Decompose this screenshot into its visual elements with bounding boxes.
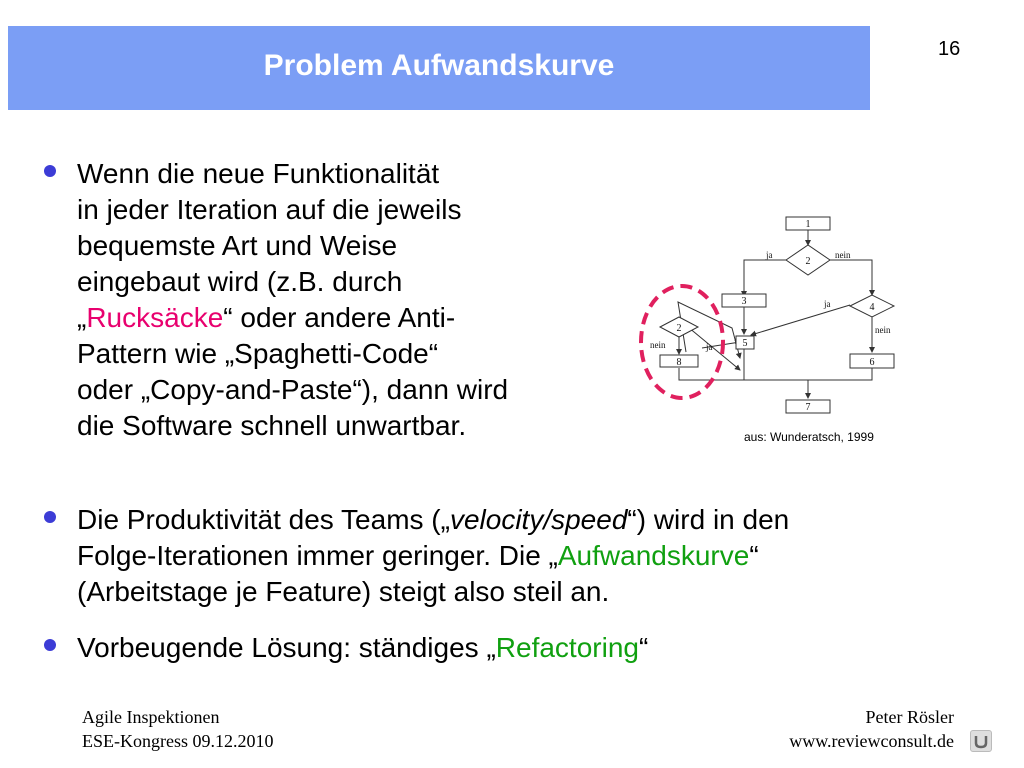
footer-left-line-1: Agile Inspektionen xyxy=(82,707,220,727)
highlight-aufwandskurve: Aufwandskurve xyxy=(557,540,750,571)
quote-open: „ xyxy=(77,302,87,333)
footer-left-line-2: ESE-Kongress 09.12.2010 xyxy=(82,731,274,751)
logo-icon xyxy=(970,730,992,752)
text-segment: Vorbeugende Lösung: ständiges „ xyxy=(77,632,496,663)
label-nein: nein xyxy=(835,250,851,260)
node-4: 4 xyxy=(869,302,875,313)
bullet-1-line: bequemste Art und Weise xyxy=(77,230,398,261)
text-segment: Die Produktivität des Teams („ xyxy=(77,504,450,535)
bullet-2 xyxy=(44,502,789,610)
bullet-1 xyxy=(44,156,508,444)
bullet-2-line xyxy=(77,538,789,574)
label-nein: nein xyxy=(650,340,666,350)
footer-left xyxy=(82,705,274,753)
bullet-dot-icon xyxy=(44,511,56,523)
label-nein: nein xyxy=(875,325,891,335)
bullet-1-line: die Software schnell unwartbar. xyxy=(77,410,467,441)
bullet-1-line xyxy=(77,300,508,336)
highlight-refactoring: Refactoring xyxy=(495,632,639,663)
node-1: 1 xyxy=(805,219,811,230)
title-bar xyxy=(8,26,870,110)
bullet-1-line: Wenn die neue Funktionalität xyxy=(77,158,440,189)
page-number: 16 xyxy=(938,38,961,60)
bullet-1-line: in jeder Iteration auf die jeweils xyxy=(77,194,462,225)
line-rest: “ oder andere Anti- xyxy=(223,302,456,333)
node-2-left: 2 xyxy=(676,323,682,334)
bullet-1-line: oder „Copy-and-Paste“), dann wird xyxy=(77,374,509,405)
label-ja: ja xyxy=(766,250,773,260)
footer-right xyxy=(789,705,954,753)
bullet-2-line: (Arbeitstage je Feature) steigt also steil an. xyxy=(77,576,610,607)
bullet-3 xyxy=(44,630,648,666)
label-ja: ja xyxy=(706,342,713,352)
bullet-1-line: eingebaut wird (z.B. durch xyxy=(77,266,403,297)
bullet-3-text xyxy=(77,630,648,666)
bullet-2-line xyxy=(77,502,789,538)
node-2: 2 xyxy=(805,256,811,267)
node-5: 5 xyxy=(742,338,748,349)
figure-caption: aus: Wunderatsch, 1999 xyxy=(744,430,874,444)
text-segment: “) wird in den xyxy=(627,504,790,535)
slide-title: Problem Aufwandskurve xyxy=(263,49,615,82)
bullet-1-line: Pattern wie „Spaghetti-Code“ xyxy=(77,338,439,369)
text-segment: “ xyxy=(638,632,649,663)
bullet-dot-icon xyxy=(44,639,56,651)
bullet-1-text xyxy=(77,156,508,444)
footer-right-line-1: Peter Rösler xyxy=(865,707,954,727)
node-8: 8 xyxy=(676,357,682,368)
text-segment: “ xyxy=(749,540,759,571)
node-7: 7 xyxy=(805,402,811,413)
bullet-dot-icon xyxy=(44,165,56,177)
flowchart-diagram xyxy=(636,212,906,417)
node-3: 3 xyxy=(741,296,747,307)
text-segment: Folge-Iterationen immer geringer. Die „ xyxy=(77,540,558,571)
node-6: 6 xyxy=(869,357,875,368)
italic-velocity: velocity/speed xyxy=(449,504,628,535)
label-ja: ja xyxy=(824,299,831,309)
footer-right-line-2: www.reviewconsult.de xyxy=(789,731,954,751)
bullet-2-text xyxy=(77,502,789,610)
highlight-rucksaecke: Rucksäcke xyxy=(86,302,224,333)
